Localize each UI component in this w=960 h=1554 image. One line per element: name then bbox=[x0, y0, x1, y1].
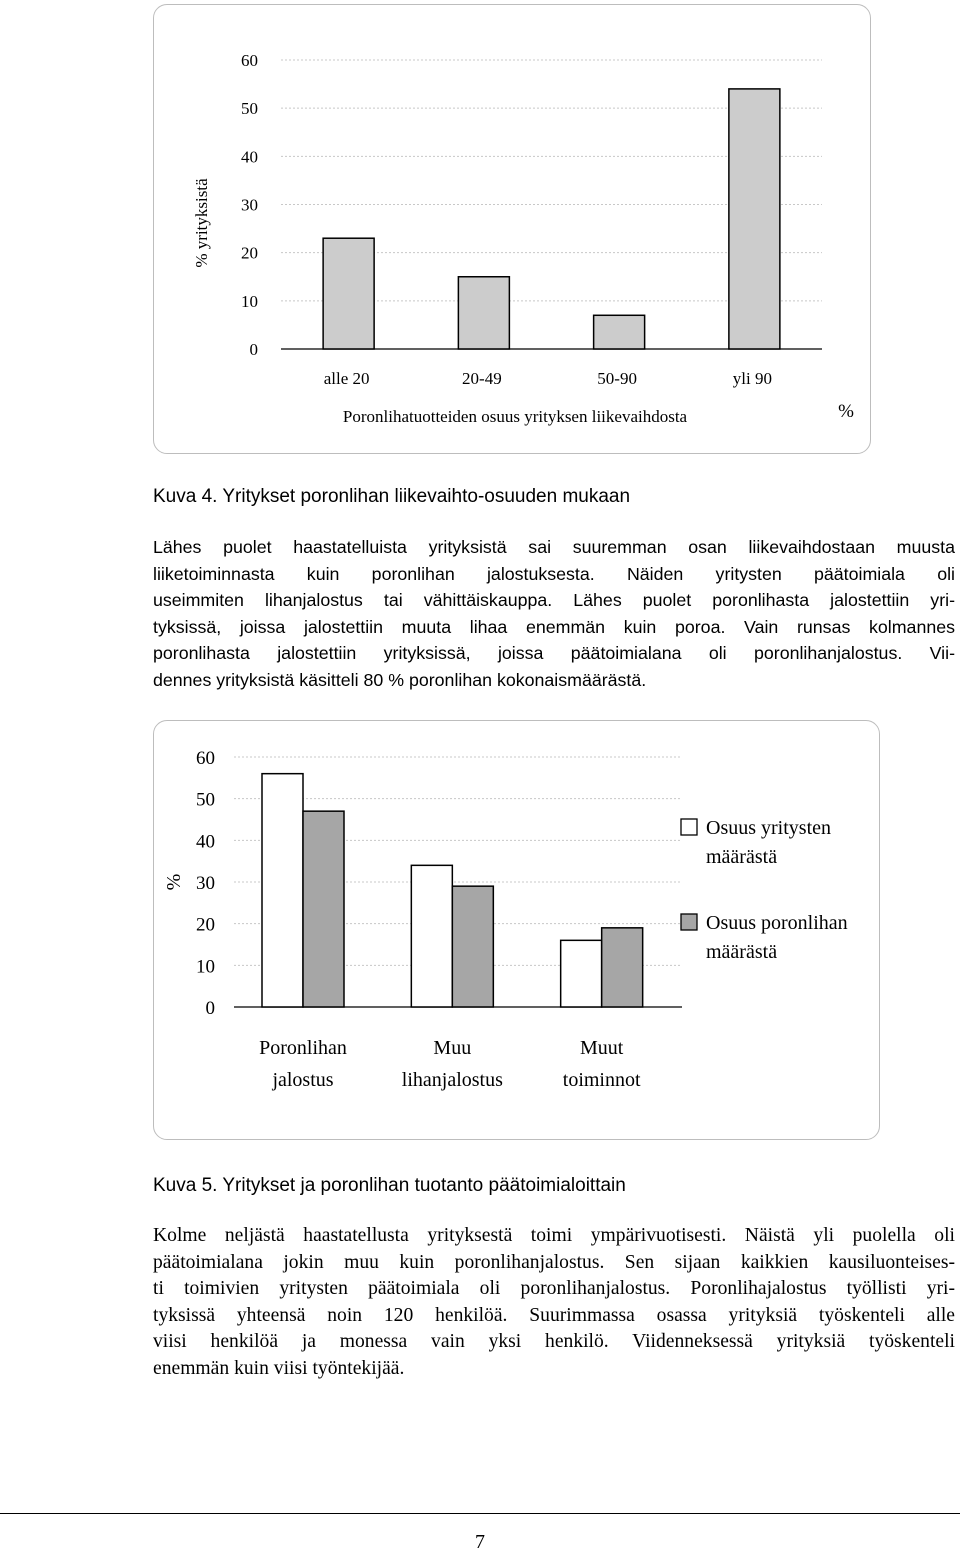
x-tick-label: toiminnot bbox=[562, 1069, 641, 1091]
paragraph-line: Lähes puolet haastatelluista yrityksistä sai suuremman osan liikevaihdostaan muusta bbox=[153, 537, 955, 557]
y-tick-label: 0 bbox=[205, 998, 215, 1019]
bar-reindeer-meat bbox=[303, 811, 344, 1007]
x-tick-label: yli 90 bbox=[732, 369, 772, 388]
paragraph-line: poronlihasta jalostettiin yrityksissä, joissa päätoimialana oli poronlihanjalostus. Vii- bbox=[153, 643, 955, 663]
bar-reindeer-meat bbox=[602, 928, 643, 1007]
x-tick-label: Muut bbox=[579, 1037, 624, 1059]
chart-frame-figure-5 bbox=[153, 720, 880, 1140]
chart-frame-figure-4 bbox=[153, 4, 871, 454]
paragraph-line: liiketoiminnasta kuin poronlihan jalostuksesta. Näiden yritysten päätoimiala oli bbox=[153, 563, 955, 584]
legend-swatch bbox=[681, 819, 697, 835]
y-tick-label: 10 bbox=[241, 291, 258, 311]
x-axis-label: Poronlihatuotteiden osuus yrityksen liikevaihdosta bbox=[342, 407, 688, 426]
y-tick-label: 10 bbox=[196, 956, 215, 978]
paragraph-line: enemmän kuin viisi työntekijää. bbox=[153, 1357, 405, 1379]
figure-4-caption: Kuva 4. Yritykset poronlihan liikevaihto-osuuden mukaan bbox=[153, 486, 631, 507]
x-tick-label: 20-49 bbox=[462, 369, 502, 388]
bar-chart-production-by-main-sector bbox=[154, 721, 881, 1141]
legend-swatch bbox=[681, 914, 697, 930]
x-tick-label: lihanjalostus bbox=[401, 1069, 503, 1091]
x-tick-label: alle 20 bbox=[323, 369, 370, 388]
paragraph-1 bbox=[153, 534, 955, 693]
bar-chart-companies-by-turnover-share bbox=[154, 5, 872, 455]
paragraph-line: dennes yrityksistä käsitteli 80 % poronlihan kokonaismäärästä. bbox=[153, 669, 647, 690]
x-tick-label: jalostus bbox=[272, 1069, 334, 1091]
bar-companies bbox=[411, 865, 452, 1007]
x-tick-label: Muu bbox=[433, 1037, 472, 1059]
paragraph-line: päätoimialana jokin muu kuin poronlihanjalostus. Sen sijaan kaikkien kausiluonteises- bbox=[153, 1251, 955, 1273]
bar-companies bbox=[262, 774, 303, 1007]
y-tick-label: 60 bbox=[241, 51, 258, 70]
paragraph-line: Kolme neljästä haastatellusta yrityksestä toimi ympärivuotisesti. Näistä yli puolella oli bbox=[153, 1225, 955, 1246]
figure-5-caption: Kuva 5. Yritykset ja poronlihan tuotanto päätoimialoittain bbox=[153, 1175, 626, 1196]
bar bbox=[594, 315, 645, 349]
x-tick-label: 50-90 bbox=[597, 369, 637, 388]
bar-reindeer-meat bbox=[452, 886, 493, 1007]
bar bbox=[458, 277, 509, 349]
legend-label: Osuus yritysten bbox=[706, 817, 831, 839]
legend-label: määrästä bbox=[706, 846, 778, 868]
bar bbox=[729, 89, 780, 349]
y-axis-label: % bbox=[163, 873, 185, 891]
y-tick-label: 20 bbox=[196, 914, 215, 936]
y-tick-label: 50 bbox=[241, 99, 258, 119]
page-number: 7 bbox=[475, 1531, 485, 1553]
paragraph-2 bbox=[153, 1223, 955, 1382]
paragraph-line: tyksissä, joissa jalostettiin muuta lihaa enemmän kuin poroa. Vain runsas kolmannes bbox=[153, 616, 955, 637]
y-tick-label: 60 bbox=[196, 748, 215, 769]
footer-rule bbox=[0, 1513, 960, 1514]
bar-companies bbox=[561, 940, 602, 1007]
legend-label: Osuus poronlihan bbox=[706, 912, 848, 934]
paragraph-line: useimmiten lihanjalostus tai vähittäiskauppa. Lähes puolet poronlihasta jalostettiin yri- bbox=[153, 590, 955, 610]
y-tick-label: 50 bbox=[196, 789, 215, 811]
paragraph-line: viisi henkilöä ja monessa vain yksi henkilö. Viidenneksessä yrityksiä työskenteli bbox=[153, 1331, 955, 1352]
y-tick-label: 0 bbox=[249, 340, 258, 359]
y-tick-label: 30 bbox=[196, 873, 215, 894]
x-axis-unit: % bbox=[838, 401, 854, 422]
y-tick-label: 20 bbox=[241, 243, 258, 263]
y-tick-label: 40 bbox=[241, 147, 258, 167]
y-tick-label: 30 bbox=[241, 195, 258, 215]
legend-label: määrästä bbox=[706, 941, 778, 963]
paragraph-line: tyksissä yhteensä noin 120 henkilöä. Suurimmassa osassa yrityksiä työskenteli alle bbox=[153, 1304, 955, 1326]
paragraph-line: ti toimivien yritysten päätoimiala oli poronlihanjalostus. Poronlihajalostus työllisti yri- bbox=[153, 1278, 955, 1299]
y-axis-label: % yrityksistä bbox=[192, 178, 211, 268]
bar bbox=[323, 238, 374, 349]
y-tick-label: 40 bbox=[196, 831, 215, 853]
x-tick-label: Poronlihan bbox=[259, 1037, 347, 1059]
